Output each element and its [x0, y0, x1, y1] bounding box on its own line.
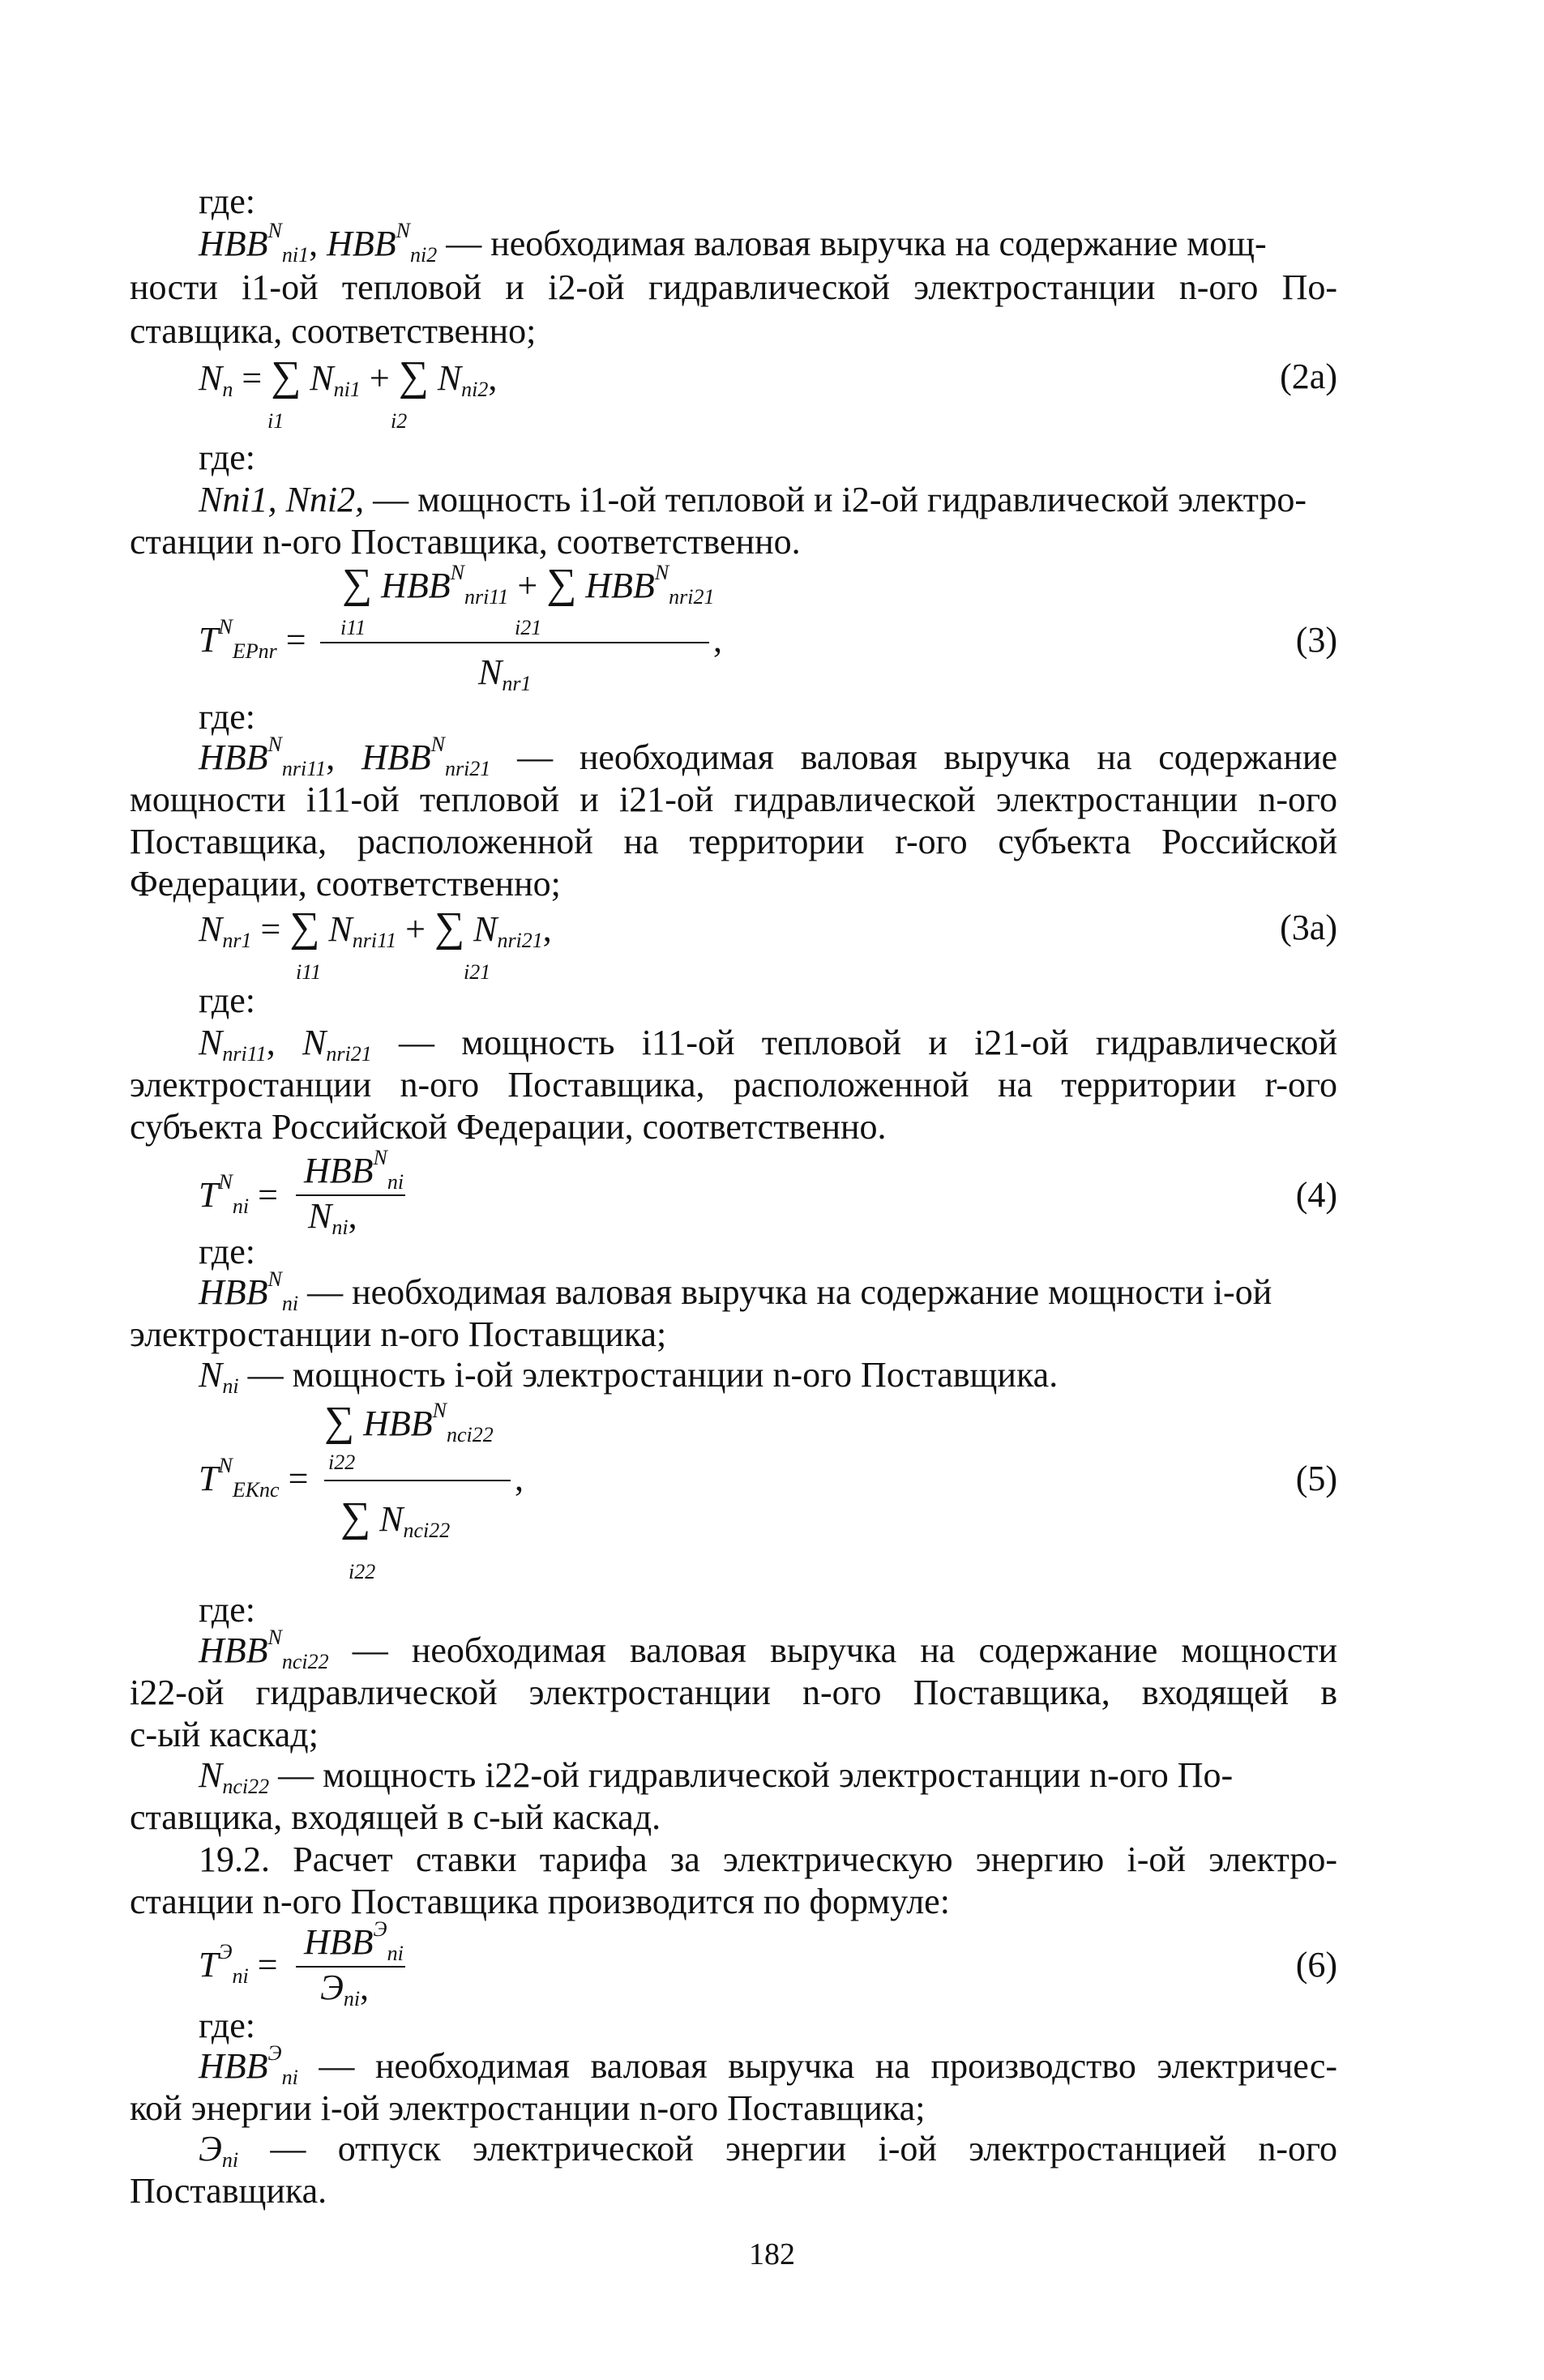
formula-5-denominator: ∑ Nnci22 [340, 1494, 451, 1542]
where-label: где: [199, 2006, 255, 2045]
formula-6-lhs: $T^Эni$ = [199, 1940, 278, 1988]
text-fragment: — необходимая валовая выручка на содержание мощ- [446, 224, 1267, 263]
text-line: $НВВ^Nnri11$, $НВВ^Nnri21$ — необходимая валовая выручка на содержание [199, 733, 1338, 780]
text-line: Nnci22 — мощность i22-ой гидравлической электростанции n-ого По- [199, 1755, 1234, 1798]
formula-3a: Nnr1 = ∑ Nnri11 + ∑ Nnri21, [199, 904, 552, 952]
where-label: где: [199, 182, 255, 221]
equation-number: (5) [1295, 1459, 1337, 1498]
formula-4-denominator: Nni, [308, 1196, 357, 1239]
symbol-hbb: НВВ [199, 224, 268, 263]
text-line: Федерации, соответственно; [130, 864, 561, 904]
where-label: где: [199, 697, 255, 737]
sum-index: i1 [267, 409, 284, 433]
where-label: где: [199, 1232, 255, 1271]
text-line: Поставщика, расположенной на территории r-ого субъекта Российской [130, 822, 1337, 861]
equation-number: (6) [1295, 1945, 1337, 1985]
formula-4-lhs: $T^Nni$ = [199, 1170, 278, 1218]
text-line: станции n-ого Поставщика производится по формуле: [130, 1882, 950, 1921]
formula-3-lhs: $T^NEPnr$ = [199, 615, 306, 663]
equation-number: (4) [1295, 1175, 1337, 1215]
text-line: Эni — отпуск электрической энергии i-ой электростанцией n-ого [199, 2129, 1337, 2172]
text-line: субъекта Российской Федерации, соответственно. [130, 1107, 887, 1147]
sum-index: i2 [391, 409, 408, 433]
text-line: кой энергии i-ой электростанции n-ого Поставщика; [130, 2088, 926, 2128]
where-label: где: [199, 981, 255, 1020]
text-line: $НВВ^Nni1$, $НВВ^Nni2$ — необходимая валовая выручка на содержание мощ- [199, 219, 1267, 267]
text-line: с-ый каскад; [130, 1715, 319, 1754]
text-line: Nnri11, Nnri21 — мощность i11-ой тепловой и i21-ой гидравлической [199, 1023, 1338, 1066]
fraction-bar [320, 642, 709, 643]
text-line: $НВВ^Nni$ — необходимая валовая выручка на содержание мощности i-ой [199, 1267, 1272, 1315]
where-label: где: [199, 438, 255, 477]
formula-2a: Nn = ∑ Nni1 + ∑ Nni2, [199, 353, 498, 401]
fraction-bar [324, 1480, 511, 1481]
formula-5-lhs: $T^NEKnc$ = [199, 1454, 309, 1502]
text-line: электростанции n-ого Поставщика; [130, 1314, 667, 1354]
text-line: ставщика, входящей в с-ый каскад. [130, 1797, 661, 1837]
formula-5-numerator: ∑ $НВВ^Nnci22$ [324, 1399, 494, 1446]
formula-3-numerator: ∑ $НВВ^Nnri11$ + ∑ $НВВ^Nnri21$ [342, 561, 715, 609]
text-line: 19.2. Расчет ставки тарифа за электрическую энергию i-ой электро- [199, 1839, 1337, 1879]
text-line: Nni1, Nni2, — мощность i1-ой тепловой и i2-ой гидравлической электро- [199, 480, 1307, 519]
text-line: электростанции n-ого Поставщика, расположенной на территории r-ого [130, 1065, 1337, 1105]
text-line: ставщика, соответственно; [130, 311, 537, 351]
formula-6-numerator: $НВВ^Эni$ [304, 1917, 404, 1965]
text-line: ности i1-ой тепловой и i2-ой гидравлической электростанции n-ого По- [130, 267, 1337, 307]
text-line: i22-ой гидравлической электростанции n-ого Поставщика, входящей в [130, 1673, 1337, 1712]
formula-4-numerator: $НВВ^Nni$ [304, 1146, 404, 1194]
formula-6-denominator: Эni, [320, 1968, 370, 2010]
text-line: $НВВ^Эni$ — необходимая валовая выручка на производство электричес- [199, 2041, 1338, 2089]
text-line: станции n-ого Поставщика, соответственно. [130, 522, 801, 562]
text-line: мощности i11-ой тепловой и i21-ой гидравлической электростанции n-ого [130, 780, 1337, 819]
equation-number: (2а) [1280, 357, 1337, 396]
where-label: где: [199, 1590, 255, 1630]
equation-number: (3а) [1280, 908, 1337, 947]
text-line: $НВВ^Nnci22$ — необходимая валовая выручка на содержание мощности [199, 1626, 1337, 1673]
page-number: 182 [749, 2237, 795, 2271]
text-line: Nni — мощность i-ой электростанции n-ого Поставщика. [199, 1355, 1059, 1398]
equation-number: (3) [1295, 620, 1337, 660]
formula-3-denominator: Nnr1 [478, 652, 532, 695]
text-line: Поставщика. [130, 2171, 327, 2211]
